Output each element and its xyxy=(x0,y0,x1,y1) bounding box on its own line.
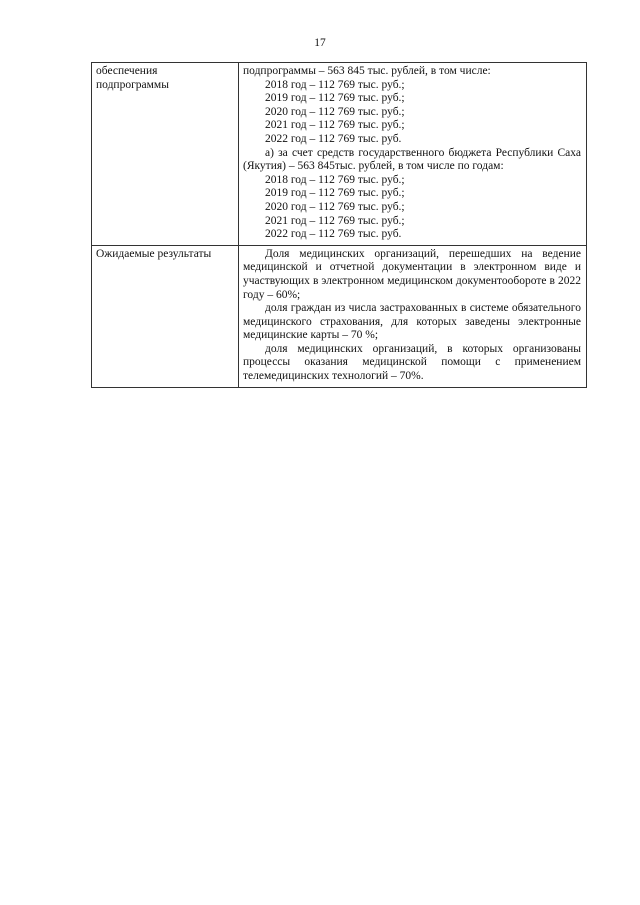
row-content-expected-results xyxy=(239,245,587,387)
table-row-expected-results xyxy=(92,245,587,387)
page-number: 17 xyxy=(314,37,326,49)
source-year-line: 2020 год – 112 769 тыс. руб.; xyxy=(265,200,405,213)
row-label-line: обеспечения xyxy=(96,65,158,77)
row-label-expected-results xyxy=(92,245,239,387)
funding-intro: подпрограммы – 563 845 тыс. рублей, в том числе: xyxy=(243,65,491,77)
row-label-funding xyxy=(92,63,239,246)
funding-year-line: 2022 год – 112 769 тыс. руб. xyxy=(265,132,402,145)
funding-source-paragraph: а) за счет средств государственного бюджета Республики Саха (Якутия) – 563 845тыс. рублей, в том числе по годам: xyxy=(243,146,581,173)
funding-year-line: 2021 год – 112 769 тыс. руб.; xyxy=(265,119,405,132)
row-label-text: Ожидаемые результаты xyxy=(96,247,212,260)
source-year-line: 2019 год – 112 769 тыс. руб.; xyxy=(265,187,405,200)
source-year-line: 2021 год – 112 769 тыс. руб.; xyxy=(265,214,405,227)
program-passport-table xyxy=(91,62,587,388)
funding-year-line: 2020 год – 112 769 тыс. руб.; xyxy=(265,105,405,118)
result-paragraph: доля граждан из числа застрахованных в системе обязательного медицинского страхования, для которых заведены электронные медицинские карты – 70 %; xyxy=(243,302,581,342)
row-label-line: подпрограммы xyxy=(96,78,169,91)
result-paragraph: доля медицинских организаций, в которых организованы процессы оказания медицинской помощи с применением телемедицинских технологий – 70%. xyxy=(243,342,581,383)
row-content-funding xyxy=(239,63,587,246)
source-year-line: 2022 год – 112 769 тыс. руб. xyxy=(265,228,402,241)
funding-year-line: 2019 год – 112 769 тыс. руб.; xyxy=(265,92,405,105)
source-year-line: 2018 год – 112 769 тыс. руб.; xyxy=(265,173,405,186)
table-row-funding xyxy=(92,63,587,246)
result-paragraph: Доля медицинских организаций, перешедших на ведение медицинской и отчетной документации в электронном виде и участвующих в электронном медицинском документообороте в 2022 году – 60%; xyxy=(243,247,581,301)
funding-year-line: 2018 год – 112 769 тыс. руб.; xyxy=(265,78,405,91)
